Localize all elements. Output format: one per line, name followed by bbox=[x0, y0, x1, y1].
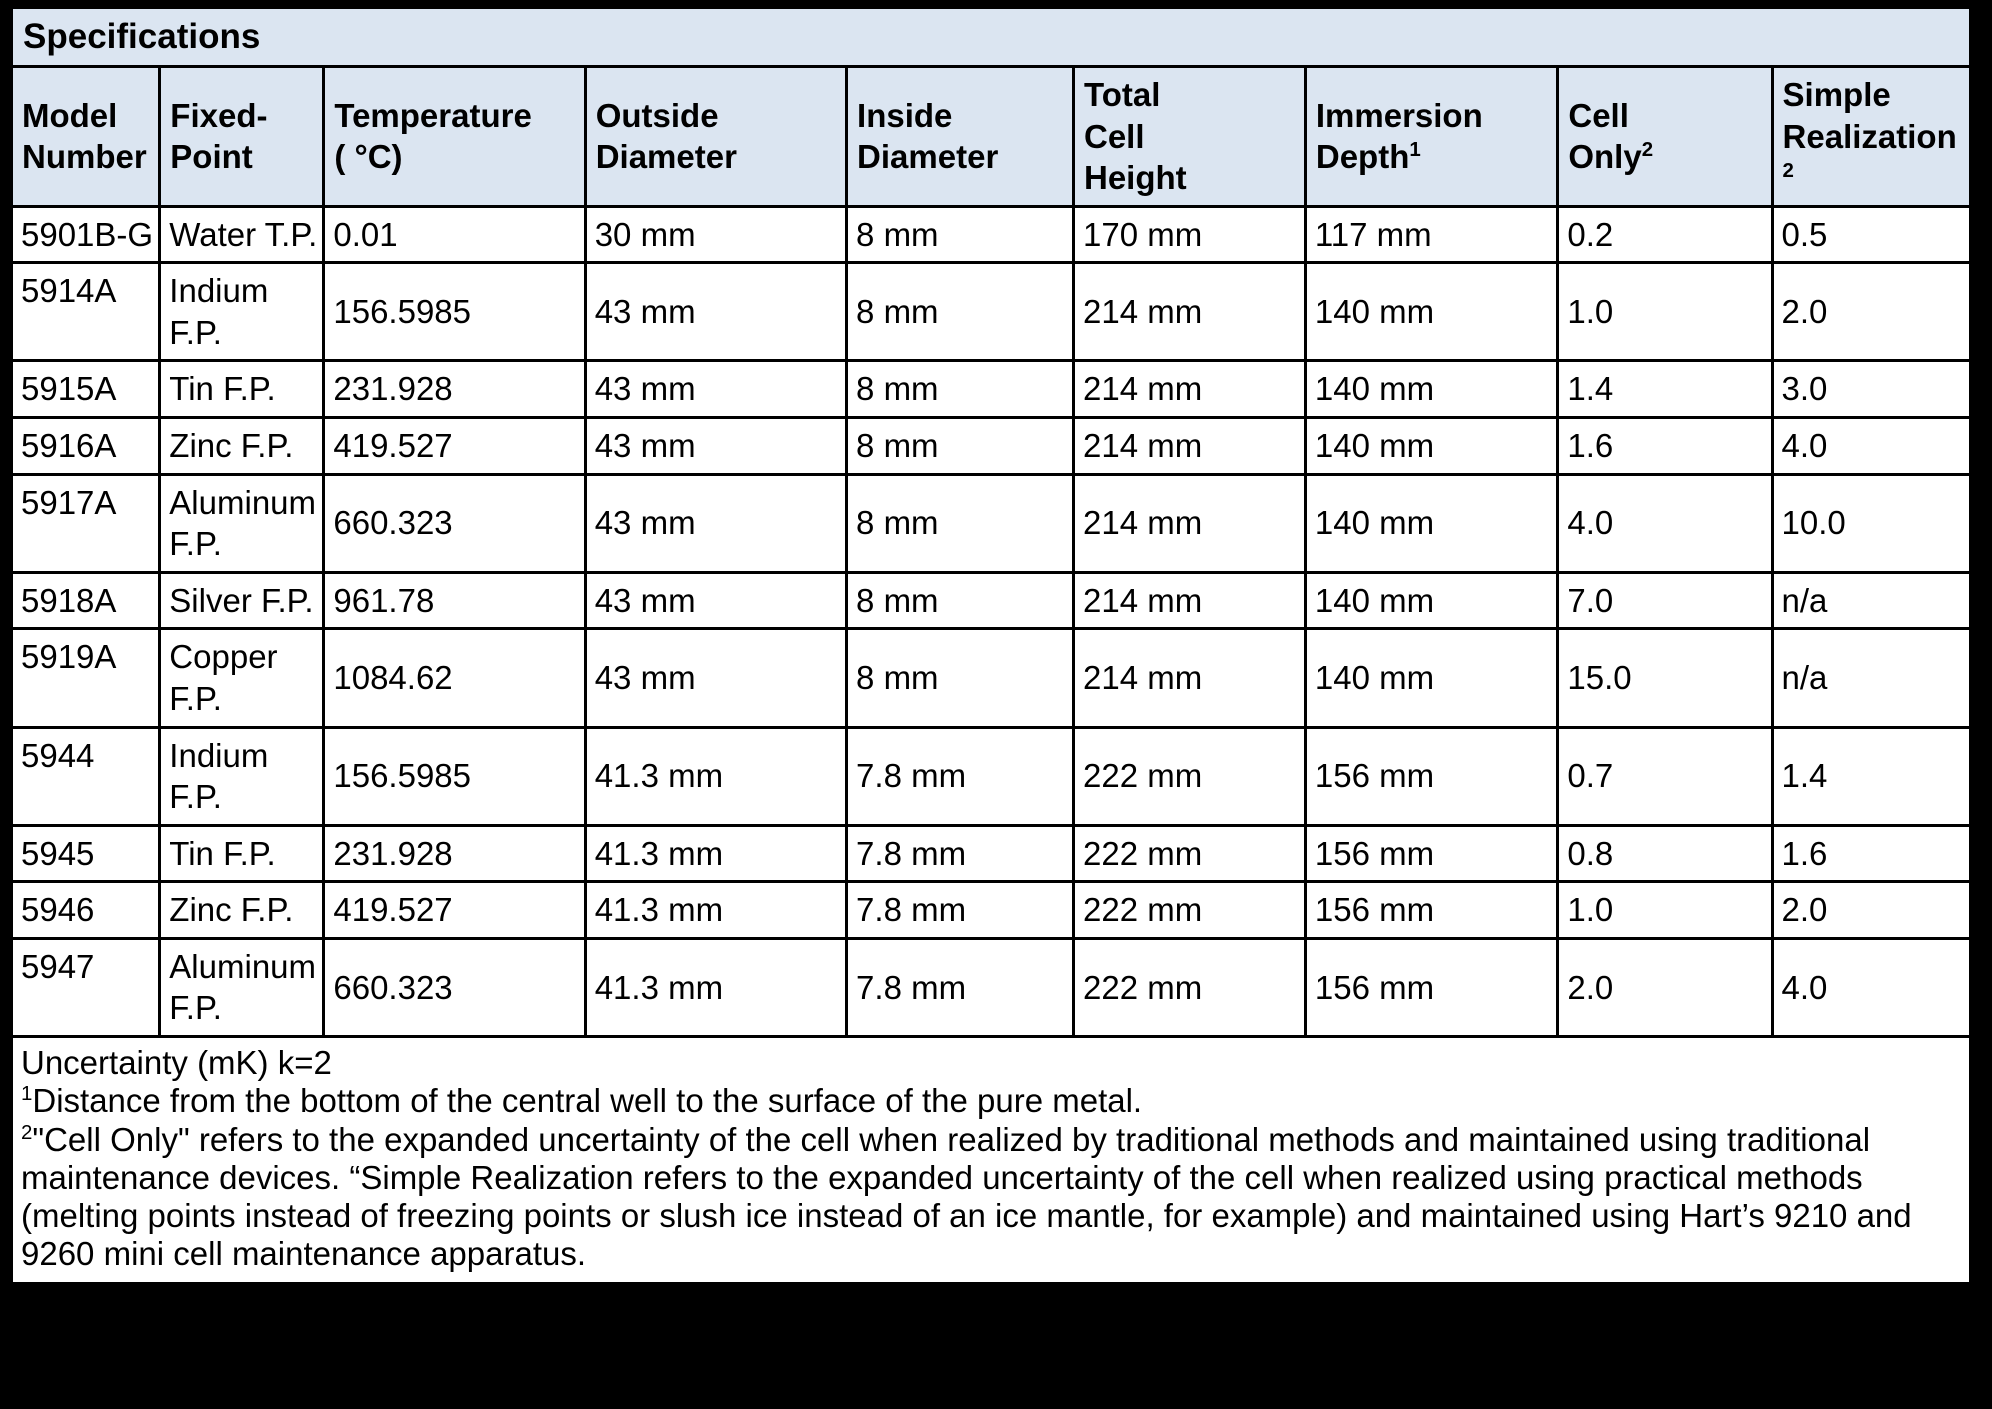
cell-simple-realization: 2.0 bbox=[1772, 882, 1973, 939]
footnotes-row bbox=[9, 1036, 1974, 1286]
cell-fixed-point: Silver F.P. bbox=[160, 572, 324, 629]
cell-simple-realization: n/a bbox=[1772, 629, 1973, 727]
table-title: Specifications bbox=[9, 5, 1974, 67]
cell-model-number: 5916A bbox=[9, 418, 160, 475]
cell-simple-realization: 4.0 bbox=[1772, 418, 1973, 475]
cell-model-number: 5914A bbox=[9, 263, 160, 361]
cell-outside-diameter: 43 mm bbox=[585, 418, 846, 475]
cell-immersion-depth: 156 mm bbox=[1305, 825, 1558, 882]
cell-inside-diameter: 8 mm bbox=[847, 572, 1074, 629]
cell-fixed-point: Zinc F.P. bbox=[160, 418, 324, 475]
cell-immersion-depth: 140 mm bbox=[1305, 474, 1558, 572]
cell-fixed-point: Water T.P. bbox=[160, 206, 324, 263]
table-body bbox=[9, 206, 1974, 1036]
cell-cell-only: 0.8 bbox=[1558, 825, 1772, 882]
cell-inside-diameter: 8 mm bbox=[847, 263, 1074, 361]
cell-temperature-c: 231.928 bbox=[324, 361, 585, 418]
cell-temperature-c: 660.323 bbox=[324, 938, 585, 1036]
column-header-simple-realization: Simple Realization $^2$ bbox=[1772, 67, 1973, 207]
table-row-5915A bbox=[9, 361, 1974, 418]
cell-cell-only: 1.4 bbox=[1558, 361, 1772, 418]
cell-outside-diameter: 41.3 mm bbox=[585, 727, 846, 825]
cell-temperature-c: 419.527 bbox=[324, 882, 585, 939]
cell-model-number: 5919A bbox=[9, 629, 160, 727]
cell-inside-diameter: 8 mm bbox=[847, 206, 1074, 263]
column-header-total-cell-height: Total Cell Height bbox=[1074, 67, 1306, 207]
cell-inside-diameter: 8 mm bbox=[847, 474, 1074, 572]
cell-inside-diameter: 7.8 mm bbox=[847, 825, 1074, 882]
cell-simple-realization: 0.5 bbox=[1772, 206, 1973, 263]
cell-immersion-depth: 140 mm bbox=[1305, 263, 1558, 361]
cell-cell-only: 2.0 bbox=[1558, 938, 1772, 1036]
cell-model-number: 5945 bbox=[9, 825, 160, 882]
cell-total-cell-height: 222 mm bbox=[1074, 938, 1306, 1036]
cell-fixed-point: Aluminum F.P. bbox=[160, 474, 324, 572]
footnote-3: $^2$"Cell Only" refers to the expanded uncertainty of the cell when realized by traditional methods and maintained using traditional maintenance devices. “Simple Realization refers to the expanded uncertainty of the cell when realized using practical methods (melting points instead of freezing points or slush ice instead of an ice mantle, for example) and maintained using Hart’s 9210 and 9260 mini cell maintenance apparatus. bbox=[21, 1120, 1912, 1273]
table-row-5945 bbox=[9, 825, 1974, 882]
cell-outside-diameter: 30 mm bbox=[585, 206, 846, 263]
cell-total-cell-height: 214 mm bbox=[1074, 572, 1306, 629]
cell-total-cell-height: 222 mm bbox=[1074, 882, 1306, 939]
cell-immersion-depth: 117 mm bbox=[1305, 206, 1558, 263]
cell-simple-realization: 1.4 bbox=[1772, 727, 1973, 825]
cell-fixed-point: Aluminum F.P. bbox=[160, 938, 324, 1036]
cell-fixed-point: Copper F.P. bbox=[160, 629, 324, 727]
cell-outside-diameter: 43 mm bbox=[585, 361, 846, 418]
cell-immersion-depth: 140 mm bbox=[1305, 572, 1558, 629]
cell-outside-diameter: 43 mm bbox=[585, 474, 846, 572]
cell-simple-realization: 2.0 bbox=[1772, 263, 1973, 361]
column-header-model-number: Model Number bbox=[9, 67, 160, 207]
cell-immersion-depth: 156 mm bbox=[1305, 938, 1558, 1036]
table-row-5944 bbox=[9, 727, 1974, 825]
table-row-5947 bbox=[9, 938, 1974, 1036]
cell-temperature-c: 231.928 bbox=[324, 825, 585, 882]
cell-cell-only: 15.0 bbox=[1558, 629, 1772, 727]
cell-immersion-depth: 140 mm bbox=[1305, 629, 1558, 727]
cell-outside-diameter: 43 mm bbox=[585, 572, 846, 629]
cell-outside-diameter: 43 mm bbox=[585, 629, 846, 727]
cell-temperature-c: 0.01 bbox=[324, 206, 585, 263]
column-header-cell-only: Cell Only$^2$ bbox=[1558, 67, 1772, 207]
column-header-outside-diameter: Outside Diameter bbox=[585, 67, 846, 207]
cell-cell-only: 1.0 bbox=[1558, 882, 1772, 939]
cell-temperature-c: 660.323 bbox=[324, 474, 585, 572]
table-row-5919A bbox=[9, 629, 1974, 727]
cell-cell-only: 0.7 bbox=[1558, 727, 1772, 825]
cell-model-number: 5947 bbox=[9, 938, 160, 1036]
cell-model-number: 5944 bbox=[9, 727, 160, 825]
column-header-inside-diameter: Inside Diameter bbox=[847, 67, 1074, 207]
cell-model-number: 5917A bbox=[9, 474, 160, 572]
cell-fixed-point: Tin F.P. bbox=[160, 825, 324, 882]
cell-immersion-depth: 140 mm bbox=[1305, 418, 1558, 475]
footnote-1: Uncertainty (mK) k=2 bbox=[21, 1043, 332, 1081]
footnote-2: $^1$Distance from the bottom of the central well to the surface of the pure metal. bbox=[21, 1082, 1143, 1120]
cell-inside-diameter: 7.8 mm bbox=[847, 938, 1074, 1036]
footnotes-cell bbox=[9, 1036, 1974, 1286]
cell-outside-diameter: 43 mm bbox=[585, 263, 846, 361]
table-row-5916A bbox=[9, 418, 1974, 475]
cell-outside-diameter: 41.3 mm bbox=[585, 882, 846, 939]
cell-simple-realization: 3.0 bbox=[1772, 361, 1973, 418]
cell-simple-realization: 4.0 bbox=[1772, 938, 1973, 1036]
cell-outside-diameter: 41.3 mm bbox=[585, 938, 846, 1036]
cell-fixed-point: Zinc F.P. bbox=[160, 882, 324, 939]
cell-simple-realization: 1.6 bbox=[1772, 825, 1973, 882]
cell-model-number: 5918A bbox=[9, 572, 160, 629]
cell-outside-diameter: 41.3 mm bbox=[585, 825, 846, 882]
cell-temperature-c: 156.5985 bbox=[324, 727, 585, 825]
cell-total-cell-height: 214 mm bbox=[1074, 361, 1306, 418]
cell-total-cell-height: 170 mm bbox=[1074, 206, 1306, 263]
title-row bbox=[9, 5, 1974, 67]
column-header-temperature-c: Temperature ( °C) bbox=[324, 67, 585, 207]
cell-inside-diameter: 7.8 mm bbox=[847, 882, 1074, 939]
table-row-5918A bbox=[9, 572, 1974, 629]
cell-cell-only: 4.0 bbox=[1558, 474, 1772, 572]
cell-total-cell-height: 214 mm bbox=[1074, 629, 1306, 727]
cell-total-cell-height: 222 mm bbox=[1074, 825, 1306, 882]
column-header-immersion-depth: Immersion Depth$^1$ bbox=[1305, 67, 1558, 207]
cell-model-number: 5946 bbox=[9, 882, 160, 939]
cell-immersion-depth: 156 mm bbox=[1305, 882, 1558, 939]
cell-temperature-c: 156.5985 bbox=[324, 263, 585, 361]
header-row bbox=[9, 67, 1974, 207]
table-row-5917A bbox=[9, 474, 1974, 572]
cell-total-cell-height: 214 mm bbox=[1074, 263, 1306, 361]
cell-inside-diameter: 8 mm bbox=[847, 361, 1074, 418]
cell-simple-realization: 10.0 bbox=[1772, 474, 1973, 572]
table-row-5914A bbox=[9, 263, 1974, 361]
cell-fixed-point: Tin F.P. bbox=[160, 361, 324, 418]
cell-simple-realization: n/a bbox=[1772, 572, 1973, 629]
cell-total-cell-height: 214 mm bbox=[1074, 418, 1306, 475]
specifications-table bbox=[4, 0, 1978, 1291]
cell-temperature-c: 1084.62 bbox=[324, 629, 585, 727]
cell-model-number: 5901B-G bbox=[9, 206, 160, 263]
cell-fixed-point: Indium F.P. bbox=[160, 263, 324, 361]
cell-model-number: 5915A bbox=[9, 361, 160, 418]
cell-total-cell-height: 222 mm bbox=[1074, 727, 1306, 825]
cell-total-cell-height: 214 mm bbox=[1074, 474, 1306, 572]
cell-immersion-depth: 140 mm bbox=[1305, 361, 1558, 418]
cell-temperature-c: 961.78 bbox=[324, 572, 585, 629]
cell-immersion-depth: 156 mm bbox=[1305, 727, 1558, 825]
cell-temperature-c: 419.527 bbox=[324, 418, 585, 475]
cell-inside-diameter: 8 mm bbox=[847, 629, 1074, 727]
table-row-5946 bbox=[9, 882, 1974, 939]
cell-cell-only: 7.0 bbox=[1558, 572, 1772, 629]
cell-fixed-point: Indium F.P. bbox=[160, 727, 324, 825]
column-header-fixed-point: Fixed- Point bbox=[160, 67, 324, 207]
cell-cell-only: 1.6 bbox=[1558, 418, 1772, 475]
cell-inside-diameter: 8 mm bbox=[847, 418, 1074, 475]
table-row-5901B-G bbox=[9, 206, 1974, 263]
cell-cell-only: 0.2 bbox=[1558, 206, 1772, 263]
cell-cell-only: 1.0 bbox=[1558, 263, 1772, 361]
cell-inside-diameter: 7.8 mm bbox=[847, 727, 1074, 825]
